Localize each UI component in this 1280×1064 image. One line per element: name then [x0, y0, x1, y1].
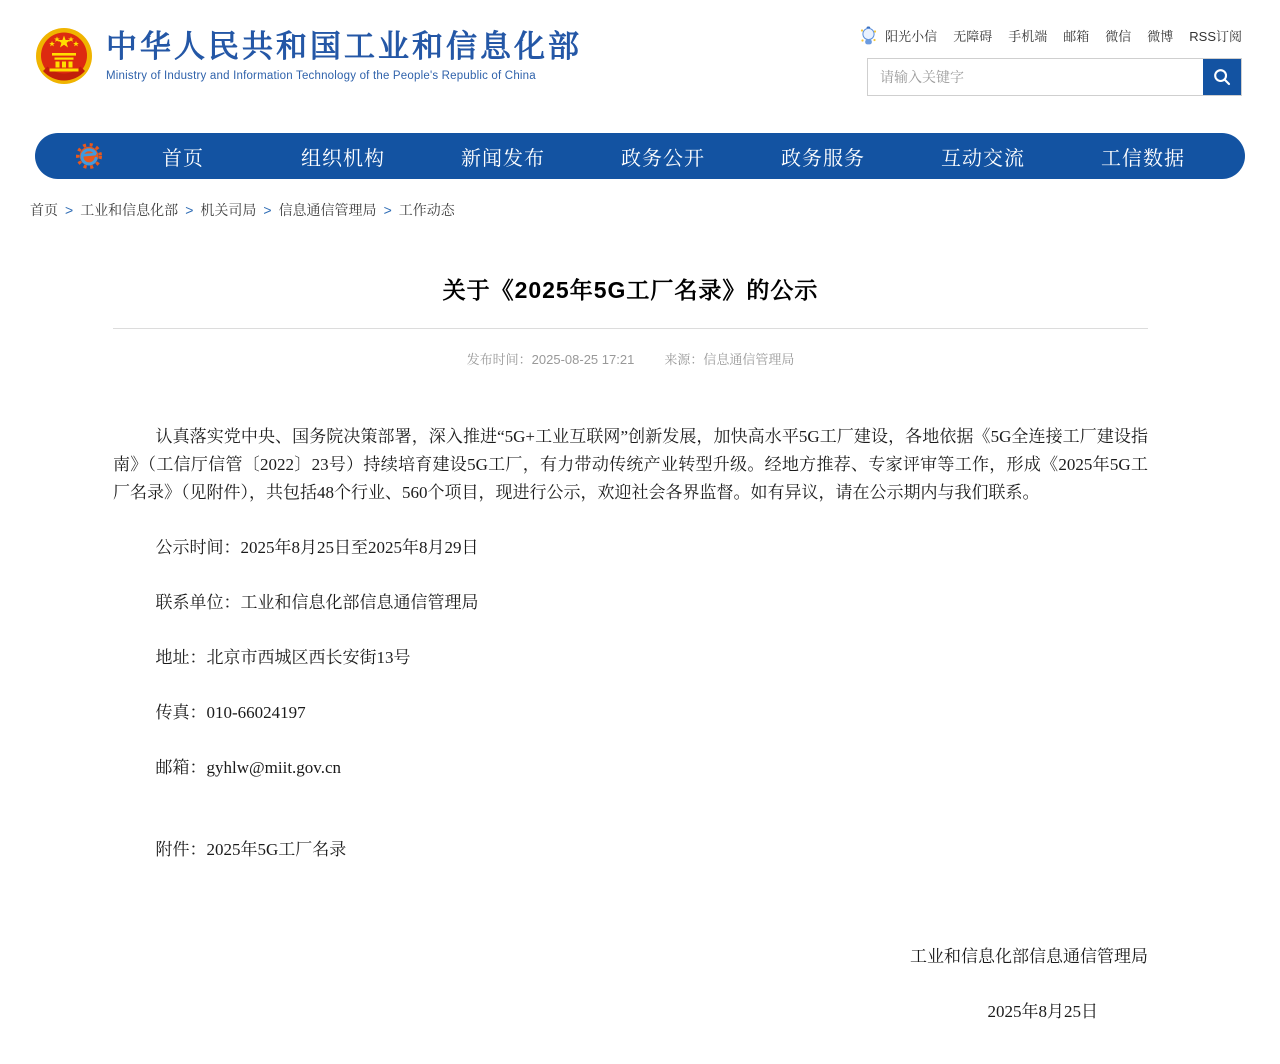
search-button[interactable]: [1203, 59, 1241, 95]
breadcrumb-miit[interactable]: 工业和信息化部: [80, 202, 179, 218]
attachment-label: 附件：: [155, 840, 207, 859]
breadcrumb-separator: >: [185, 202, 194, 218]
quick-link-mail[interactable]: 邮箱: [1063, 29, 1090, 44]
national-emblem-icon: [35, 27, 93, 85]
site-logo-link[interactable]: [35, 27, 582, 85]
article-title: 关于《2025年5G工厂名录》的公示: [442, 277, 819, 303]
nav-item-interaction[interactable]: 互动交流: [941, 147, 1025, 170]
search-input[interactable]: [868, 59, 1203, 95]
nav-item-news[interactable]: 新闻发布: [461, 147, 545, 170]
mascot-icon: [860, 26, 877, 45]
info-line-public-period: 公示时间：2025年8月25日至2025年8月29日: [155, 538, 479, 557]
nav-item-gov-services[interactable]: 政务服务: [781, 147, 865, 170]
header-quick-links: [860, 26, 1242, 45]
info-line-contact-unit: 联系单位：工业和信息化部信息通信管理局: [155, 593, 479, 612]
article-paragraph: 认真落实党中央、国务院决策部署，深入推进“5G+工业互联网”创新发展，加快高水平5G工厂建设，各地依据《5G全连接工厂建设指南》（工信厅信管〔2022〕23号）持续培育建设5G工厂，有力带动传统产业转型升级。经地方推荐、专家评审等工作，形成《2025年5G工厂名录》（见附件），共包括48个行业、560个项目，现进行公示，欢迎社会各界监督。如有异议，请在公示期内与我们联系。: [113, 427, 1148, 502]
nav-item-home[interactable]: 首页: [162, 147, 204, 170]
signature-block: [113, 943, 1148, 1026]
miit-gear-logo-icon: [75, 142, 103, 170]
breadcrumb-separator: >: [65, 202, 74, 218]
article-meta: [113, 349, 1148, 368]
nav-item-miit-data[interactable]: 工信数据: [1101, 147, 1185, 170]
attachment-link[interactable]: 2025年5G工厂名录: [206, 840, 347, 859]
quick-link-sunshine[interactable]: 阳光小信: [885, 29, 938, 44]
breadcrumb: [30, 200, 1280, 220]
publish-time-label: 发布时间：: [466, 352, 532, 367]
quick-link-mobile[interactable]: 手机端: [1008, 29, 1048, 44]
nav-item-organization[interactable]: 组织机构: [301, 147, 385, 170]
info-line-email: 邮箱：gyhlw@miit.gov.cn: [155, 758, 341, 777]
quick-link-weibo[interactable]: 微博: [1147, 29, 1174, 44]
source-value: 信息通信管理局: [703, 352, 795, 367]
quick-link-accessibility[interactable]: 无障碍: [953, 29, 993, 44]
search-bar: [867, 58, 1242, 96]
title-divider: [113, 328, 1148, 329]
quick-link-wechat[interactable]: 微信: [1105, 29, 1132, 44]
attachment-line: [113, 836, 1148, 864]
breadcrumb-home[interactable]: 首页: [30, 202, 58, 218]
info-line-fax: 传真：010-66024197: [155, 703, 306, 722]
main-nav: [35, 133, 1245, 179]
search-icon: [1212, 67, 1232, 87]
site-titles: [106, 30, 582, 82]
breadcrumb-separator: >: [383, 202, 392, 218]
site-header: [0, 0, 1280, 130]
site-title-cn: 中华人民共和国工业和信息化部: [106, 29, 582, 64]
source-label: 来源：: [664, 352, 704, 367]
site-title-en: Ministry of Industry and Information Technology of the People's Republic of China: [106, 70, 536, 82]
quick-link-rss[interactable]: RSS订阅: [1189, 29, 1242, 44]
article: [113, 272, 1148, 1026]
info-line-address: 地址：北京市西城区西长安街13号: [155, 648, 411, 667]
breadcrumb-bureau[interactable]: 信息通信管理局: [278, 202, 377, 218]
publish-time-value: 2025-08-25 17:21: [531, 352, 635, 367]
breadcrumb-separator: >: [263, 202, 272, 218]
nav-item-gov-disclosure[interactable]: 政务公开: [621, 147, 705, 170]
breadcrumb-departments[interactable]: 机关司局: [200, 202, 257, 218]
signature-unit: 工业和信息化部信息通信管理局: [910, 947, 1148, 966]
article-body: [113, 423, 1148, 1026]
signature-date: 2025年8月25日: [987, 1002, 1098, 1021]
breadcrumb-work-updates[interactable]: 工作动态: [398, 202, 455, 218]
